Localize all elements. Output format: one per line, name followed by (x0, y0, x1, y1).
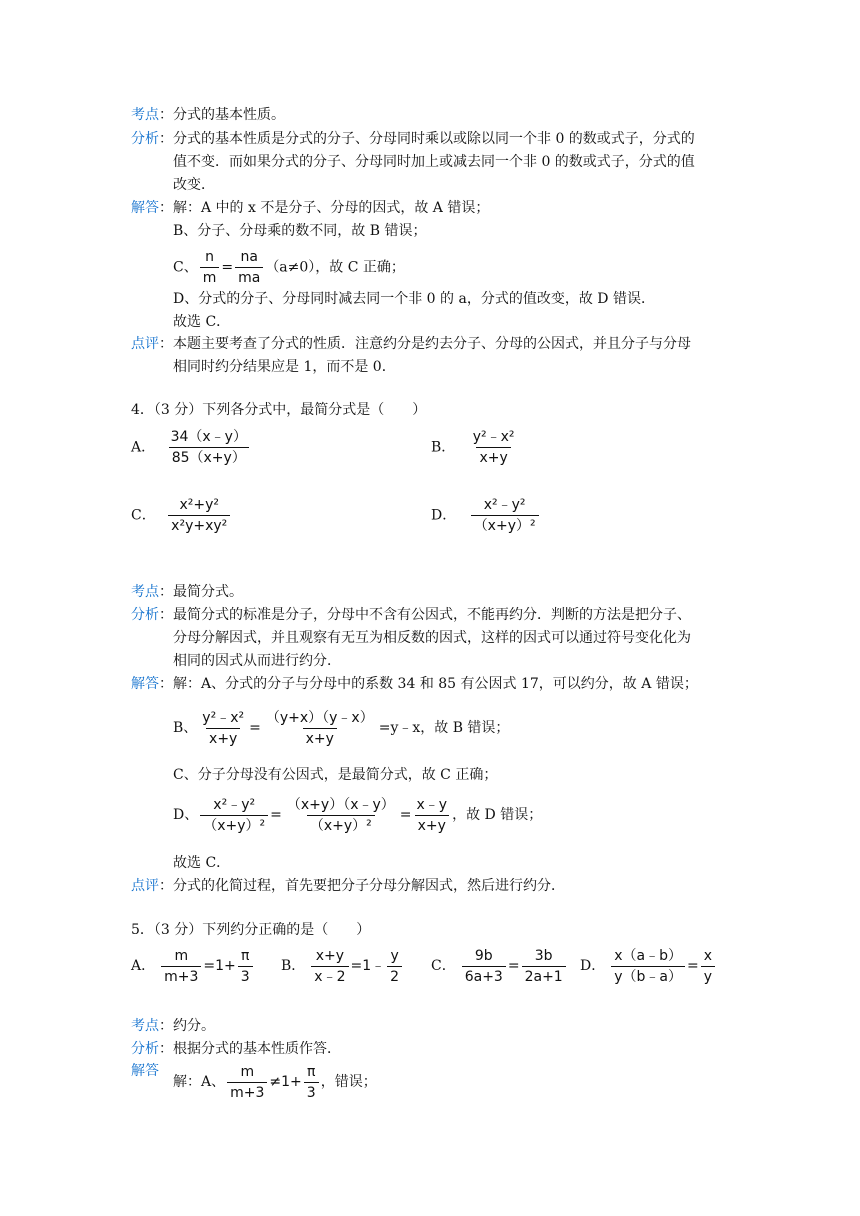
q5-jieda-label: 解答 (131, 1063, 159, 1079)
q5-jieda-line1: 解：A、 $\frac{m}{m+3}$ ≠1+ $\frac{\pi}{3}$ ，错误； (173, 1063, 377, 1101)
dianping-label: 点评 (131, 878, 159, 894)
q3-dianping-line2: 相同时约分结果应是 1，而不是 0． (173, 359, 396, 375)
fraction: $\frac{na}{ma}$ (235, 248, 263, 287)
q3-jieda-line3: C、 $\frac{n}{m}$ = $\frac{na}{ma}$ （a≠0），故 C 正确； (173, 249, 405, 286)
fraction: $\frac{\text{y²﹣x²}}{x+y}$ (472, 429, 515, 466)
q3-jieda-line1: 解答：解：A 中的 x 不是分子、分母的因式，故 A 错误； (131, 200, 490, 216)
fraction: $\frac{x}{y}$ (701, 947, 715, 986)
q4-kaodian-line: 考点：最简分式。 (131, 584, 243, 600)
fraction: $\frac{y}{2}$ (387, 947, 402, 986)
fraction: $\frac{x﹣y}{x+y}$ (416, 796, 448, 834)
q5-kaodian-line: 考点：约分。 (131, 1018, 215, 1034)
fraction: $\frac{x+y}{x﹣2}$ (311, 947, 348, 986)
q4-option-a: A． $\frac{34(x﹣y)}{85(x+y)}$ (131, 428, 252, 467)
fraction: $\frac{(x+y)(x﹣y)}{\text{（x+y）²}}$ (286, 796, 395, 834)
fraction: $\frac{34(x﹣y)}{85(x+y)}$ (170, 429, 247, 466)
fraction: $\frac{(y+x)(y﹣x)}{x+y}$ (265, 709, 374, 747)
q4-fenxi-line3: 相同的因式从而进行约分． (173, 653, 341, 669)
q5-fenxi-line: 分析：根据分式的基本性质作答． (131, 1041, 341, 1057)
q3-fenxi-line1: 分析：分式的基本性质是分式的分子、分母同时乘以或除以同一个非 0 的数或式子，分式的 (131, 131, 695, 147)
kaodian-label: 考点 (131, 1018, 159, 1034)
q4-stem: 4．（3 分）下列各分式中，最简分式是（ ） (131, 402, 427, 418)
fraction: $\frac{x(a﹣b)}{y(b﹣a)}$ (611, 947, 685, 986)
q5-stem: 5．（3 分）下列约分正确的是（ ） (131, 922, 371, 938)
q4-option-c: C． $\frac{\text{x²+y²}}{\text{x²y+xy²}}$ (131, 496, 232, 535)
kaodian-label: 考点 (131, 584, 159, 600)
q4-dianping-line: 点评：分式的化简过程，首先要把分子分母分解因式，然后进行约分． (131, 878, 565, 894)
q4-fenxi-line1: 分析：最简分式的标准是分子，分母中不含有公因式，不能再约分．判断的方法是把分子、 (131, 607, 691, 623)
fraction: $\frac{\pi}{3}$ (304, 1063, 319, 1102)
fraction: $\frac{\text{x²﹣y²}}{\text{（x+y）²}}$ (471, 496, 539, 535)
q4-jieda-line3: C、分子分母没有公因式，是最简分式，故 C 正确； (173, 767, 498, 783)
q4-jieda-line4: D、 $\frac{\text{x²﹣y²}}{\text{（x+y）²}}$ = $\frac{(x+y)(x﹣y)}{\text{（x+y）²}}$ = $\frac{x﹣y}{x+y}$ ，故 D 错误； (173, 796, 543, 834)
q5-option-a: A． $\frac{m}{m+3}$ =1+ $\frac{\pi}{3}$ (131, 944, 255, 988)
q4-jieda-line2: B、 $\frac{\text{y²﹣x²}}{x+y}$ = $\frac{(y+x)(y﹣x)}{x+y}$ =y﹣x，故 B 错误； (173, 709, 510, 747)
dianping-label: 点评 (131, 336, 159, 352)
q5-option-d: D． $\frac{x(a﹣b)}{y(b﹣a)}$ = $\frac{x}{y}$ (580, 944, 717, 988)
q5-option-c: C． $\frac{9b}{6a+3}$ = $\frac{3b}{2a+1}$ (431, 944, 568, 988)
fraction: $\frac{3b}{2a+1}$ (522, 947, 566, 986)
q4-jieda-line1: 解答：解：A、分式的分子与分母中的系数 34 和 85 有公因式 17，可以约分，故 A 错误； (131, 676, 698, 692)
fraction: $\frac{m}{m+3}$ (161, 947, 201, 986)
q4-jieda-line5: 故选 C． (173, 855, 231, 871)
q3-jieda-line5: 故选 C． (173, 314, 231, 330)
fenxi-label: 分析 (131, 1041, 159, 1057)
kaodian-label: 考点 (131, 107, 159, 123)
fenxi-label: 分析 (131, 131, 159, 147)
fenxi-label: 分析 (131, 607, 159, 623)
q3-dianping-line1: 点评：本题主要考查了分式的性质．注意约分是约去分子、分母的公因式，并且分子与分母 (131, 336, 691, 352)
jieda-label: 解答 (131, 200, 159, 216)
q4-option-d: D． $\frac{\text{x²﹣y²}}{\text{（x+y）²}}$ (431, 496, 541, 535)
q3-fenxi-line2: 值不变．而如果分式的分子、分母同时加上或减去同一个非 0 的数或式子，分式的值 (173, 154, 695, 170)
q5-option-b: B． $\frac{x+y}{x﹣2}$ =1﹣ $\frac{y}{2}$ (281, 944, 404, 988)
q3-fenxi-line3: 改变． (173, 177, 215, 193)
jieda-label: 解答 (131, 676, 159, 692)
fraction: $\frac{m}{m+3}$ (227, 1063, 267, 1102)
q4-option-b: B． $\frac{\text{y²﹣x²}}{x+y}$ (431, 428, 520, 467)
q3-kaodian-line: 考点：分式的基本性质。 (131, 107, 285, 123)
fraction: $\frac{9b}{6a+3}$ (462, 947, 506, 986)
q3-jieda-line2: B、分子、分母乘的数不同，故 B 错误； (173, 223, 427, 239)
q3-jieda-line4: D、分式的分子、分母同时减去同一个非 0 的 a，分式的值改变，故 D 错误． (173, 291, 655, 307)
q4-fenxi-line2: 分母分解因式，并且观察有无互为相反数的因式，这样的因式可以通过符号变化化为 (173, 630, 691, 646)
fraction: $\frac{\text{x²+y²}}{\text{x²y+xy²}}$ (168, 496, 230, 535)
fraction: $\frac{\text{y²﹣x²}}{x+y}$ (202, 709, 245, 747)
fraction: $\frac{\text{x²﹣y²}}{\text{（x+y）²}}$ (200, 796, 268, 835)
fraction: $\frac{n}{m}$ (200, 248, 220, 287)
fraction: $\frac{\pi}{3}$ (238, 947, 253, 986)
